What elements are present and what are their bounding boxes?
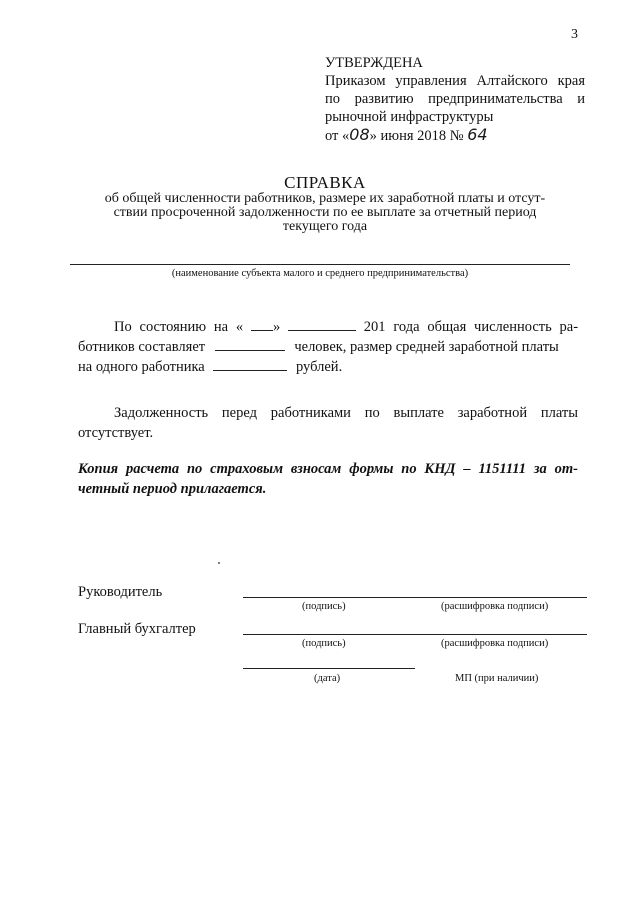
document-subtitle-line-2: ствии просроченной задолженности по ее выплате за отчетный период (113, 205, 537, 220)
status-line-3 (78, 357, 578, 377)
director-label: Руководитель (78, 584, 163, 600)
document-subtitle-line-1: об общей численности работников, размере их заработной платы и отсут- (104, 191, 546, 206)
status-line-2 (78, 337, 578, 357)
average-salary-field[interactable] (213, 358, 287, 371)
approval-heading: УТВЕРЖДЕНА (325, 55, 423, 71)
debt-paragraph (78, 403, 578, 443)
director-decoding-caption: (расшифровка подписи) (441, 601, 549, 612)
entity-name-caption: (наименование субъекта малого и среднего предпринимательства) (171, 268, 469, 279)
copy-note-line-1: Копия расчета по страховым взносам формы по КНД – 1151111 за от- (78, 461, 578, 477)
status-paragraph (78, 317, 578, 377)
approval-date-line (325, 126, 585, 145)
date-caption: (дата) (314, 673, 341, 684)
month-field[interactable] (288, 318, 356, 331)
date-line[interactable] (243, 668, 415, 669)
debt-line-2: отсутствует. (78, 425, 154, 441)
approval-line-3: рыночной инфраструктуры (325, 109, 494, 125)
accountant-label: Главный бухгалтер (78, 621, 196, 637)
document-title: СПРАВКА (284, 173, 366, 192)
status-text-8: рублей. (296, 359, 343, 375)
status-text-3: 201 (363, 319, 386, 335)
document-subtitle-line-3: текущего года (282, 219, 368, 234)
day-field[interactable] (251, 318, 273, 331)
status-text-7: на одного работника (78, 359, 205, 375)
document-title-block (60, 174, 590, 234)
debt-line-1 (78, 403, 578, 423)
approval-line-2: по развитию предпринимательства и (325, 91, 585, 107)
status-text-4: года общая численность ра- (393, 319, 579, 335)
approval-stamp-block (325, 54, 585, 145)
copy-note-paragraph (78, 459, 578, 499)
status-line-1 (78, 317, 578, 337)
status-text-6: человек, размер средней заработной платы (294, 339, 559, 355)
stamp-caption: МП (при наличии) (455, 673, 539, 684)
director-signature-line[interactable] (243, 597, 587, 598)
approval-order-number-handwritten: 64 (467, 125, 488, 144)
employee-count-field[interactable] (215, 338, 285, 351)
director-signature-caption: (подпись) (302, 601, 346, 612)
entity-name-field[interactable] (70, 264, 570, 265)
approval-date-middle: » июня 2018 № (369, 128, 464, 144)
page-number: 3 (571, 27, 578, 42)
accountant-signature-line[interactable] (243, 634, 587, 635)
scan-speck (218, 562, 220, 564)
status-text-5: ботников составляет (78, 339, 206, 355)
copy-note-line-2: четный период прилагается. (78, 481, 267, 497)
approval-date-prefix: от « (325, 128, 350, 144)
approval-date-day-handwritten: 08 (349, 125, 370, 144)
status-text-1: По состоянию на « (114, 319, 244, 335)
debt-text-1: Задолженность перед работниками по выплате заработной платы (114, 405, 578, 421)
approval-line-1: Приказом управления Алтайского края (325, 73, 585, 89)
accountant-decoding-caption: (расшифровка подписи) (441, 638, 549, 649)
status-text-2: » (272, 319, 281, 335)
accountant-signature-caption: (подпись) (302, 638, 346, 649)
